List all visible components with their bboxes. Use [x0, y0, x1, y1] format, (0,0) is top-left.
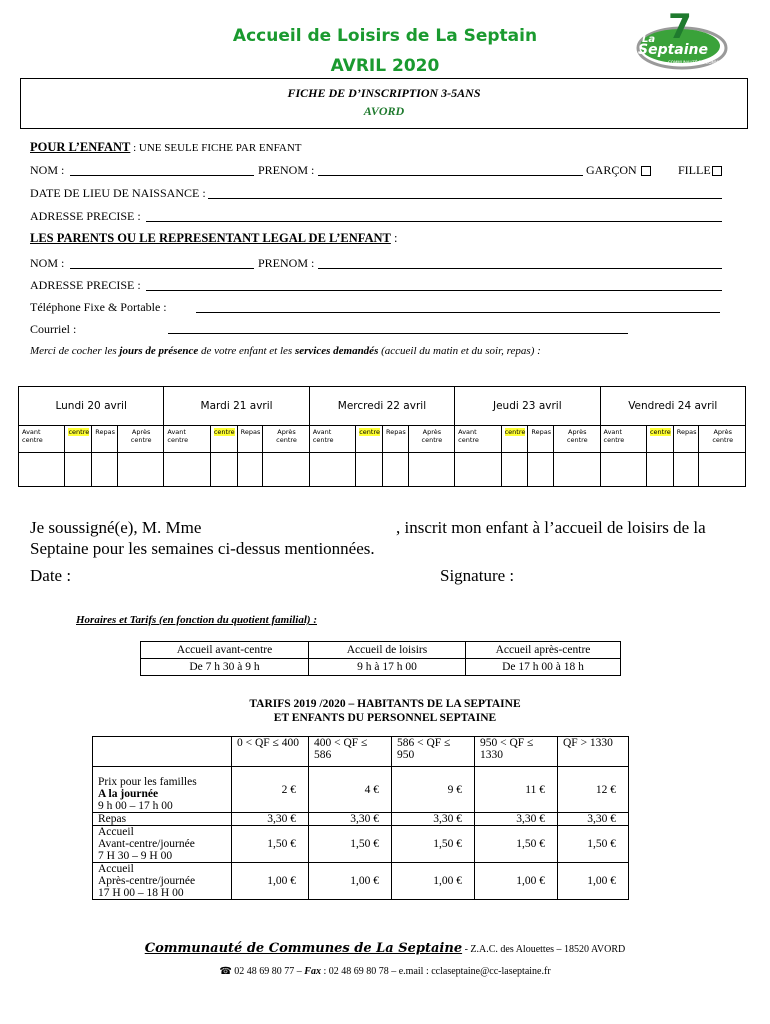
- schedule-service-row: [19, 426, 746, 453]
- tarif-value: 1,50 €: [392, 826, 475, 863]
- tarif-row: [93, 813, 629, 826]
- instructions: [30, 345, 541, 357]
- service-avant-centre: Avant centre: [19, 426, 65, 453]
- declaration-text-3: Septaine pour les semaines ci-dessus mentionnées.: [30, 539, 375, 558]
- child-nom-label: NOM :: [30, 163, 65, 177]
- check-cell[interactable]: [673, 453, 699, 487]
- tarifs-title-line-1: TARIFS 2019 /2020 – HABITANTS DE LA SEPTAINE: [249, 698, 521, 710]
- tarif-value: 3,30 €: [232, 813, 309, 826]
- tarif-value: 1,50 €: [309, 826, 392, 863]
- check-cell[interactable]: [699, 453, 746, 487]
- service-repas: Repas: [673, 426, 699, 453]
- service-centre: centre: [359, 428, 380, 436]
- hours-title: Horaires et Tarifs (en fonction du quotient familial) :: [76, 614, 317, 626]
- parents-heading: LES PARENTS OU LE REPRESENTANT LEGAL DE L’ENFANT: [30, 231, 391, 245]
- parent-email-label: Courriel :: [30, 322, 77, 336]
- tarif-value: 3,30 €: [309, 813, 392, 826]
- tarifs-title: [150, 697, 620, 725]
- hours-value: 9 h à 17 h 00: [309, 659, 466, 676]
- service-centre: centre: [213, 428, 235, 436]
- instructions-bold-1: jours de présence: [119, 345, 199, 357]
- page-subtitle: AVRIL 2020: [330, 56, 440, 76]
- day-header: Lundi 20 avril: [19, 387, 164, 426]
- check-cell[interactable]: [356, 453, 383, 487]
- check-cell[interactable]: [19, 453, 65, 487]
- tarif-label-line: Avant-centre/journée: [98, 838, 195, 850]
- service-avant-centre: Avant centre: [309, 426, 355, 453]
- tarif-value: 11 €: [475, 767, 558, 813]
- service-repas: Repas: [237, 426, 263, 453]
- tarif-value: 12 €: [558, 767, 629, 813]
- tarif-value: 2 €: [232, 767, 309, 813]
- tarifs-table: [92, 736, 629, 900]
- tarif-value: 9 €: [392, 767, 475, 813]
- garcon-label: GARÇON: [586, 163, 637, 177]
- parent-address-field[interactable]: [146, 290, 722, 291]
- hours-header: Accueil avant-centre: [141, 642, 309, 659]
- footer-address: [0, 939, 770, 957]
- tarif-value: 1,50 €: [232, 826, 309, 863]
- check-cell[interactable]: [263, 453, 309, 487]
- child-heading: POUR L’ENFANT: [30, 140, 131, 154]
- check-cell[interactable]: [117, 453, 163, 487]
- tarif-row: [93, 767, 629, 813]
- fille-label: FILLE: [678, 163, 711, 177]
- service-avant-centre: Avant centre: [164, 426, 210, 453]
- schedule-check-row: [19, 453, 746, 487]
- tarif-value: 4 €: [309, 767, 392, 813]
- declaration-text-2: , inscrit mon enfant à l’accueil de loisirs de la: [396, 518, 706, 537]
- footer-phone: ☎ 02 48 69 80 77 –: [219, 966, 305, 977]
- parent-nom-field[interactable]: [70, 268, 254, 269]
- fiche-box: [20, 78, 748, 129]
- check-cell[interactable]: [383, 453, 409, 487]
- parent-phone-field[interactable]: [196, 312, 720, 313]
- footer-address-text: - Z.A.C. des Alouettes – 18520 AVORD: [462, 944, 626, 955]
- service-apres-centre: Après centre: [554, 426, 600, 453]
- footer-fax-email: : 02 48 69 80 78 – e.mail : cclaseptaine@cc-laseptaine.fr: [320, 966, 551, 977]
- day-header: Jeudi 23 avril: [455, 387, 600, 426]
- parents-heading-suffix: :: [390, 231, 398, 245]
- child-address-field[interactable]: [146, 221, 722, 222]
- declaration-text-1: Je soussigné(e), M. Mme: [30, 518, 202, 537]
- garcon-checkbox[interactable]: [641, 166, 651, 176]
- service-centre: centre: [68, 428, 90, 436]
- child-prenom-label: PRENOM :: [258, 163, 315, 177]
- footer-org: Communauté de Communes de La Septaine: [144, 941, 463, 956]
- tarif-value: 3,30 €: [558, 813, 629, 826]
- service-centre: centre: [649, 428, 671, 436]
- check-cell[interactable]: [210, 453, 237, 487]
- tarif-row-label: [93, 767, 232, 813]
- parent-nom-label: NOM :: [30, 256, 65, 270]
- check-cell[interactable]: [600, 453, 646, 487]
- fille-option[interactable]: [678, 163, 722, 178]
- hours-table: [140, 641, 621, 676]
- qf-column-header: 0 < QF ≤ 400: [232, 737, 309, 767]
- hours-value: De 17 h 00 à 18 h: [466, 659, 621, 676]
- tarif-value: 1,50 €: [475, 826, 558, 863]
- service-repas: Repas: [92, 426, 118, 453]
- check-cell[interactable]: [309, 453, 355, 487]
- tarif-label-line: 9 h 00 – 17 h 00: [98, 800, 173, 812]
- logo-word-septaine: Septaine: [638, 42, 708, 58]
- tarif-row: [93, 826, 629, 863]
- fiche-location: AVORD: [363, 104, 405, 118]
- qf-column-header: 400 < QF ≤ 586: [309, 737, 392, 767]
- child-birth-label: DATE DE LIEU DE NAISSANCE :: [30, 186, 206, 200]
- page-title: Accueil de Loisirs de La Septain: [232, 26, 538, 46]
- fiche-title: FICHE DE D’INSCRIPTION 3-5ANS: [287, 86, 481, 100]
- service-avant-centre: Avant centre: [455, 426, 501, 453]
- instructions-text-1: Merci de cocher les: [30, 345, 120, 357]
- tarif-label-line: 17 H 00 – 18 H 00: [98, 887, 184, 899]
- tarif-value: 1,00 €: [232, 863, 309, 900]
- check-cell[interactable]: [65, 453, 92, 487]
- child-birth-field[interactable]: [208, 198, 722, 199]
- service-centre: centre: [504, 428, 526, 436]
- child-heading-note: : UNE SEULE FICHE PAR ENFANT: [130, 142, 302, 154]
- tarif-label-line: Accueil: [98, 863, 134, 875]
- service-repas: Repas: [383, 426, 409, 453]
- tarif-row-label: [93, 863, 232, 900]
- parent-prenom-label: PRENOM :: [258, 256, 315, 270]
- qf-column-header: 950 < QF ≤ 1330: [475, 737, 558, 767]
- tarif-label-line: 7 H 30 – 9 H 00: [98, 850, 173, 862]
- tarif-label-line: Prix pour les familles: [98, 776, 197, 788]
- service-apres-centre: Après centre: [263, 426, 309, 453]
- tarif-label-line: A la journée: [98, 788, 159, 800]
- service-avant-centre: Avant centre: [600, 426, 646, 453]
- logo-word-la: La: [642, 34, 656, 45]
- service-apres-centre: Après centre: [699, 426, 746, 453]
- child-heading-line: [30, 140, 301, 155]
- tarif-value: 1,00 €: [309, 863, 392, 900]
- check-cell[interactable]: [455, 453, 501, 487]
- check-cell[interactable]: [408, 453, 454, 487]
- parent-phone-label: Téléphone Fixe & Portable :: [30, 300, 167, 314]
- tarif-value: 1,00 €: [475, 863, 558, 900]
- instructions-text-3: (accueil du matin et du soir, repas) :: [378, 345, 541, 357]
- footer-contact: [0, 966, 770, 977]
- hours-header: Accueil de loisirs: [309, 642, 466, 659]
- instructions-text-2: de votre enfant et les: [198, 345, 295, 357]
- septaine-logo: [628, 8, 728, 74]
- date-label: Date :: [30, 566, 72, 585]
- check-cell[interactable]: [501, 453, 528, 487]
- parent-prenom-field[interactable]: [318, 268, 722, 269]
- tarif-label-line: Après-centre/journée: [98, 875, 196, 887]
- tarifs-corner: [93, 737, 232, 767]
- day-header: Vendredi 24 avril: [600, 387, 746, 426]
- signature-label: Signature :: [440, 566, 515, 585]
- tarif-value: 3,30 €: [475, 813, 558, 826]
- tarif-label-line: Accueil: [98, 826, 134, 838]
- day-header: Mardi 21 avril: [164, 387, 309, 426]
- check-cell[interactable]: [237, 453, 263, 487]
- tarif-row-label: [93, 826, 232, 863]
- tarif-value: 1,00 €: [392, 863, 475, 900]
- tarifs-title-line-2: ET ENFANTS DU PERSONNEL SEPTAINE: [273, 712, 497, 724]
- parent-email-field[interactable]: [168, 333, 628, 334]
- tarif-label-line: Repas: [98, 813, 127, 825]
- tarif-value: 3,30 €: [392, 813, 475, 826]
- logo-number: 7: [668, 8, 692, 47]
- tarif-row: [93, 863, 629, 900]
- instructions-bold-2: services demandés: [294, 345, 379, 357]
- schedule-day-row: [19, 387, 746, 426]
- child-address-label: ADRESSE PRECISE :: [30, 209, 141, 223]
- parent-address-label: ADRESSE PRECISE :: [30, 278, 141, 292]
- attendance-schedule: [18, 386, 746, 487]
- fille-checkbox[interactable]: [712, 166, 722, 176]
- service-apres-centre: Après centre: [408, 426, 454, 453]
- check-cell[interactable]: [646, 453, 673, 487]
- tarif-row-label: [93, 813, 232, 826]
- hours-header: Accueil après-centre: [466, 642, 621, 659]
- service-repas: Repas: [528, 426, 554, 453]
- logo-tagline: COMMUNAUTÉ DE COMMUNES: [668, 60, 728, 65]
- check-cell[interactable]: [92, 453, 118, 487]
- hours-value: De 7 h 30 à 9 h: [141, 659, 309, 676]
- tarif-value: 1,50 €: [558, 826, 629, 863]
- qf-column-header: 586 < QF ≤ 950: [392, 737, 475, 767]
- footer-fax-label: Fax: [304, 966, 321, 977]
- parents-heading-line: [30, 231, 397, 246]
- qf-column-header: QF > 1330: [558, 737, 629, 767]
- garcon-option[interactable]: [586, 163, 651, 178]
- child-prenom-field[interactable]: [318, 175, 583, 176]
- check-cell[interactable]: [554, 453, 600, 487]
- day-header: Mercredi 22 avril: [309, 387, 454, 426]
- child-nom-field[interactable]: [70, 175, 254, 176]
- tarif-value: 1,00 €: [558, 863, 629, 900]
- check-cell[interactable]: [528, 453, 554, 487]
- check-cell[interactable]: [164, 453, 210, 487]
- service-apres-centre: Après centre: [117, 426, 163, 453]
